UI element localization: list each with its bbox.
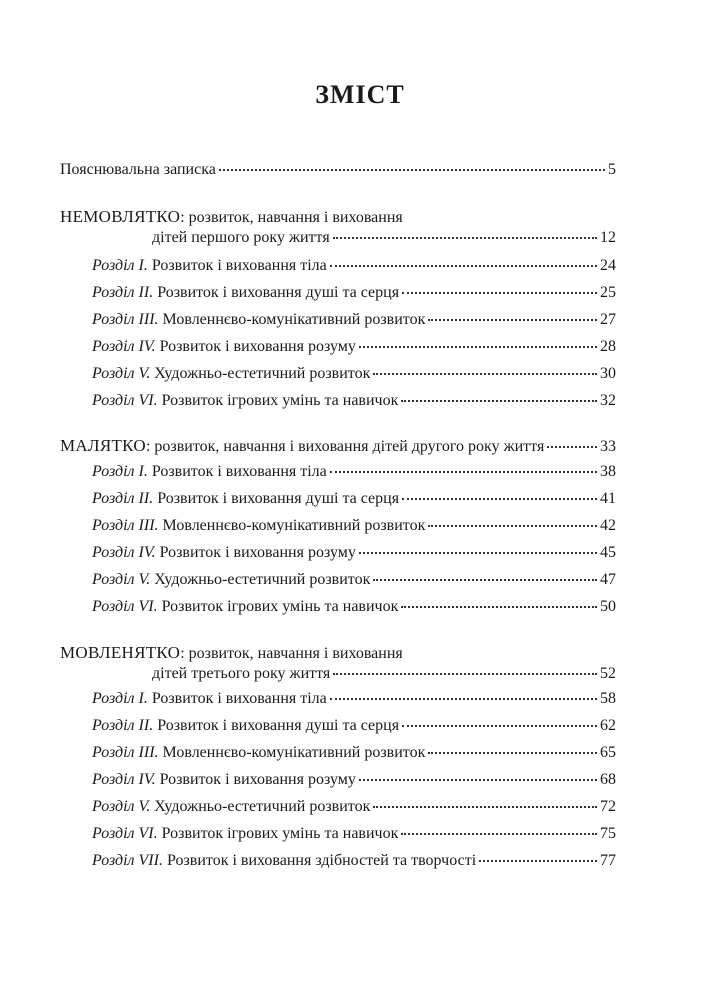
section-title: Розвиток і виховання тіла [147, 257, 327, 274]
dot-leader [359, 778, 597, 781]
dot-leader [219, 168, 605, 171]
dot-leader [373, 805, 597, 808]
dot-leader [333, 236, 597, 239]
section-number: Розділ І. [92, 257, 148, 274]
group-heading-line2: дітей третього року життя [152, 665, 331, 682]
toc-entry-page: 12 [600, 229, 616, 246]
section-title: Розвиток і виховання душі та серця [153, 490, 400, 507]
toc-entry-page: 62 [600, 717, 616, 734]
toc-entry-page: 32 [600, 392, 616, 409]
toc-entry-page: 68 [600, 771, 616, 788]
section-title: Розвиток і виховання розуму [155, 338, 356, 355]
toc-entry-page: 50 [600, 598, 616, 615]
section-number: Розділ V. [92, 571, 151, 588]
toc-entry-section[interactable] [92, 797, 616, 817]
section-title: Розвиток і виховання тіла [147, 463, 327, 480]
section-number: Розділ IV. [92, 771, 156, 788]
toc-entry-section[interactable] [92, 770, 616, 790]
section-title: Розвиток і виховання розуму [155, 544, 356, 561]
toc-entry-page: 42 [600, 517, 616, 534]
toc-entry-page: 41 [600, 490, 616, 507]
section-title: Розвиток і виховання розуму [155, 771, 356, 788]
section-title: Розвиток і виховання душі та серця [153, 717, 400, 734]
section-number: Розділ IV. [92, 338, 156, 355]
toc-entry-section[interactable] [92, 364, 616, 384]
dot-leader [373, 578, 597, 581]
section-number: Розділ ІІ. [92, 284, 154, 301]
section-number: Розділ VІ. [92, 825, 158, 842]
toc-entry-page: 72 [600, 798, 616, 815]
section-title: Художньо-естетичний розвиток [150, 798, 371, 815]
toc-entry-section[interactable] [92, 283, 616, 303]
section-number: Розділ ІІ. [92, 717, 154, 734]
dot-leader [402, 497, 597, 500]
dot-leader [479, 859, 597, 862]
group-heading-rest: : розвиток, навчання і виховання дітей другого року життя [145, 438, 545, 455]
section-number: Розділ V. [92, 798, 151, 815]
toc-entry-page: 30 [600, 365, 616, 382]
section-number: Розділ VІ. [92, 598, 158, 615]
dot-leader [402, 724, 597, 727]
toc-entry-page: 75 [600, 825, 616, 842]
group-heading-rest: : розвиток, навчання і виховання [180, 209, 403, 226]
section-title: Розвиток і виховання душі та серця [153, 284, 400, 301]
toc-entry-section[interactable] [92, 543, 616, 563]
toc-entry-page: 45 [600, 544, 616, 561]
toc-entry-page: 5 [608, 161, 616, 178]
group-heading-1 [60, 207, 403, 228]
group-heading-3 [60, 643, 403, 664]
dot-leader [428, 524, 597, 527]
toc-entry-section[interactable] [92, 489, 616, 509]
section-number: Розділ ІІІ. [92, 517, 159, 534]
toc-entry-group-3[interactable] [152, 664, 616, 684]
dot-leader [428, 318, 597, 321]
section-number: Розділ ІІІ. [92, 311, 159, 328]
dot-leader [330, 697, 597, 700]
toc-entry-section[interactable] [92, 516, 616, 536]
toc-entry-intro[interactable] [60, 160, 616, 180]
dot-leader [373, 372, 597, 375]
section-title: Розвиток і виховання тіла [147, 690, 327, 707]
dot-leader [401, 605, 597, 608]
toc-entry-section[interactable] [92, 391, 616, 411]
page-title: ЗМІСТ [315, 80, 405, 109]
section-title: Художньо-естетичний розвиток [150, 571, 371, 588]
toc-entry-section[interactable] [92, 851, 616, 871]
toc-entry-page: 58 [600, 690, 616, 707]
group-heading-cap: МОВЛЕНЯТКО [60, 643, 181, 662]
section-title: Розвиток і виховання здібностей та творчості [162, 852, 477, 869]
toc-entry-page: 38 [600, 463, 616, 480]
toc-entry-page: 24 [600, 257, 616, 274]
group-heading-cap: НЕМОВЛЯТКО [60, 207, 181, 226]
dot-leader [402, 291, 597, 294]
section-title: Розвиток ігрових умінь та навичок [157, 825, 399, 842]
toc-entry-section[interactable] [92, 310, 616, 330]
dot-leader [401, 832, 597, 835]
toc-entry-page: 52 [600, 665, 616, 682]
section-title: Розвиток ігрових умінь та навичок [157, 598, 399, 615]
dot-leader [359, 345, 597, 348]
toc-entry-section[interactable] [92, 256, 616, 276]
toc-entry-page: 47 [600, 571, 616, 588]
toc-entry-section[interactable] [92, 716, 616, 736]
toc-entry-page: 33 [600, 438, 616, 455]
toc-entry-section[interactable] [92, 337, 616, 357]
toc-entry-group-2[interactable] [60, 436, 616, 457]
dot-leader [333, 672, 597, 675]
toc-entry-section[interactable] [92, 743, 616, 763]
toc-entry-page: 25 [600, 284, 616, 301]
dot-leader [330, 470, 597, 473]
section-number: Розділ IV. [92, 544, 156, 561]
section-title: Художньо-естетичний розвиток [150, 365, 371, 382]
section-number: Розділ І. [92, 463, 148, 480]
section-number: Розділ VІІ. [92, 852, 163, 869]
dot-leader [428, 751, 597, 754]
toc-entry-section[interactable] [92, 597, 616, 617]
toc-entry-section[interactable] [92, 570, 616, 590]
toc-entry-page: 27 [600, 311, 616, 328]
section-number: Розділ ІІ. [92, 490, 154, 507]
toc-entry-group-1[interactable] [152, 228, 616, 248]
section-title: Мовленнєво-комунікативний розвиток [158, 744, 426, 761]
toc-entry-page: 65 [600, 744, 616, 761]
toc-entry-page: 28 [600, 338, 616, 355]
toc-entry-label: Пояснювальна записка [60, 161, 216, 178]
section-title: Мовленнєво-комунікативний розвиток [158, 517, 426, 534]
toc-entry-section[interactable] [92, 462, 616, 482]
dot-leader [359, 551, 597, 554]
section-title: Розвиток ігрових умінь та навичок [157, 392, 399, 409]
toc-entry-section[interactable] [92, 824, 616, 844]
toc-entry-section[interactable] [92, 689, 616, 709]
toc-entry-page: 77 [600, 852, 616, 869]
section-number: Розділ ІІІ. [92, 744, 159, 761]
group-heading-line2: дітей першого року життя [152, 229, 330, 246]
dot-leader [330, 264, 597, 267]
section-title: Мовленнєво-комунікативний розвиток [158, 311, 426, 328]
dot-leader [547, 445, 597, 448]
section-number: Розділ V. [92, 365, 151, 382]
section-number: Розділ І. [92, 690, 148, 707]
group-heading-rest: : розвиток, навчання і виховання [180, 645, 403, 662]
section-number: Розділ VІ. [92, 392, 158, 409]
dot-leader [401, 399, 597, 402]
group-heading-cap: МАЛЯТКО [60, 436, 146, 455]
